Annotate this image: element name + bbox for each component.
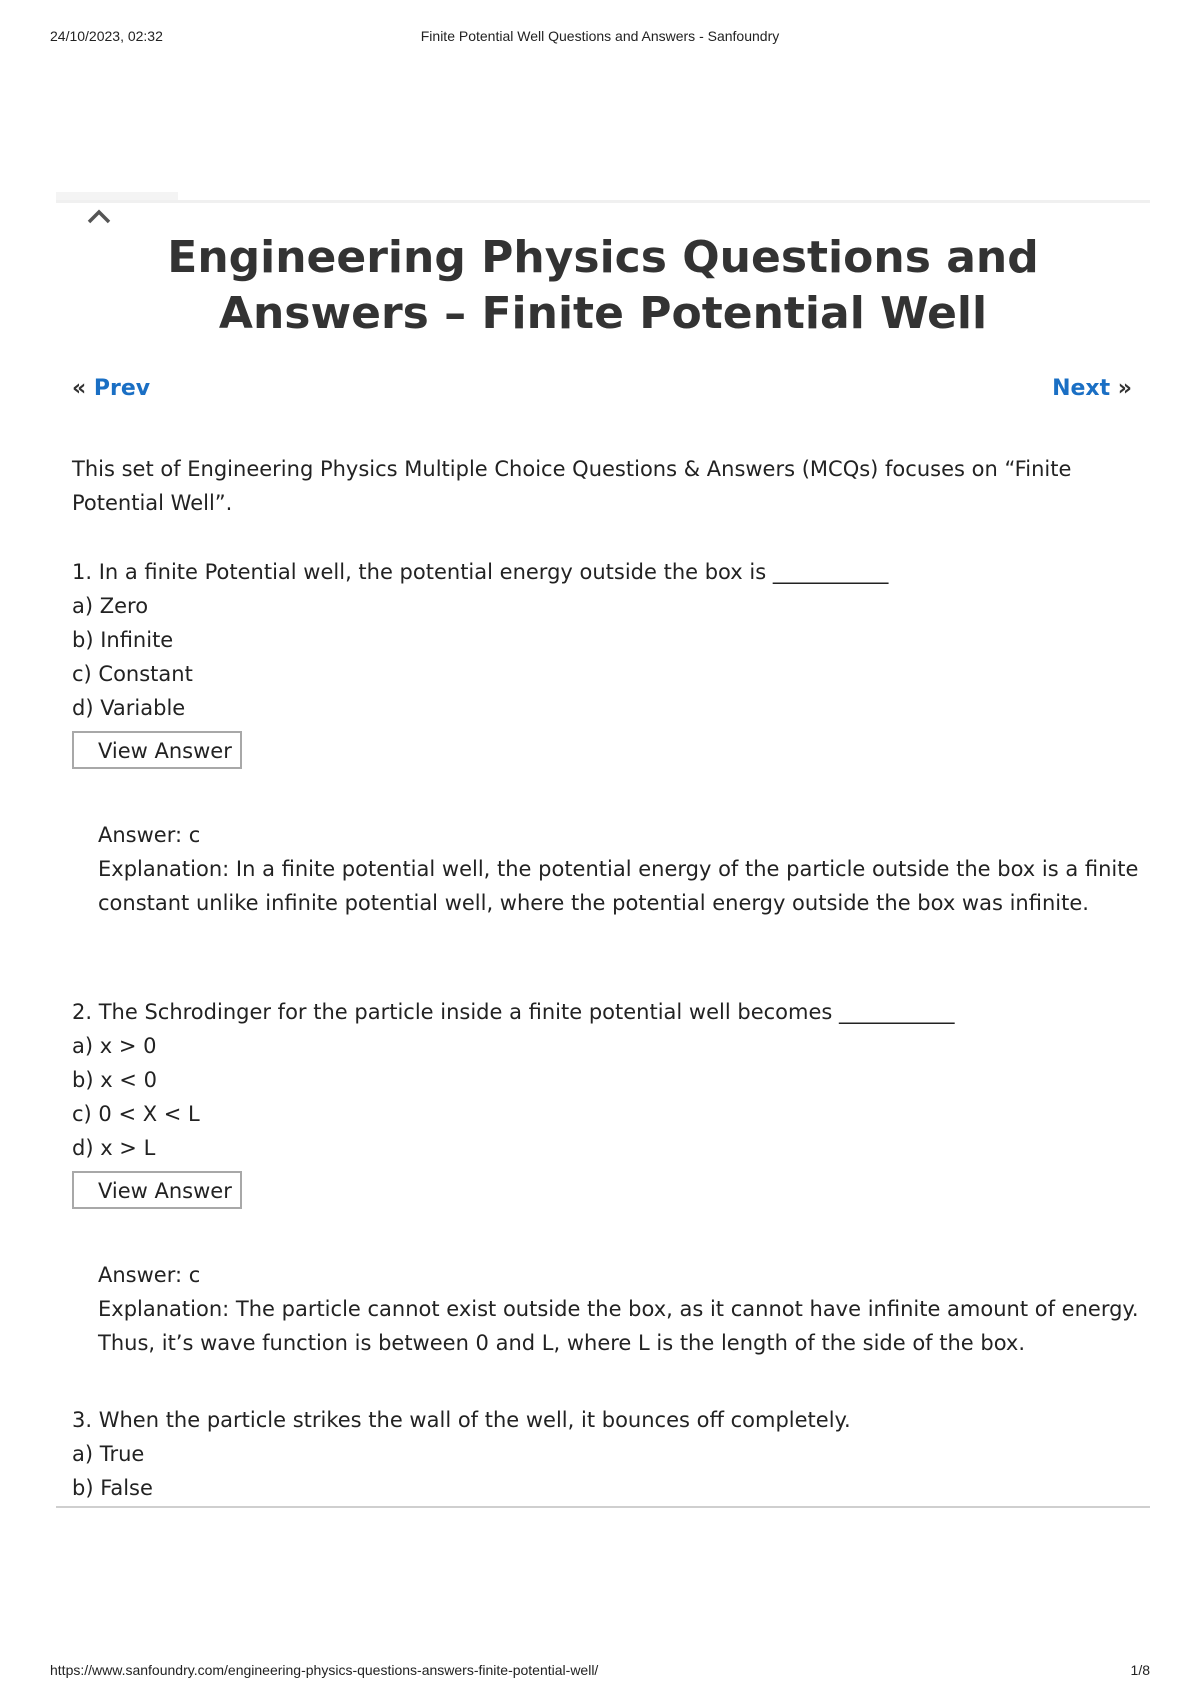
option-b: b) x < 0 (72, 1068, 157, 1092)
answer-text: Answer: c (98, 1263, 201, 1287)
scroll-to-top-button[interactable] (84, 204, 114, 228)
question-text: 2. The Schrodinger for the particle inside a finite potential well becomes ___________ (72, 1000, 955, 1024)
page-number: 1/8 (1130, 1662, 1150, 1678)
view-answer-button[interactable]: View Answer (72, 731, 242, 769)
print-url: https://www.sanfoundry.com/engineering-physics-questions-answers-finite-potential-well/ (50, 1662, 599, 1678)
answer-2 (72, 1258, 1168, 1360)
prev-arrow: « (72, 376, 87, 401)
answer-1 (72, 818, 1168, 920)
view-answer-button[interactable]: View Answer (72, 1171, 242, 1209)
next-label: Next (1052, 376, 1111, 401)
page-title: Engineering Physics Questions and Answers – Finite Potential Well (167, 232, 1039, 339)
option-d: d) Variable (72, 696, 186, 720)
top-rule-tab (56, 192, 178, 200)
option-d: d) x > L (72, 1136, 156, 1160)
intro-text (72, 452, 1142, 520)
print-date: 24/10/2023, 02:32 (50, 28, 163, 44)
intro-paragraph: This set of Engineering Physics Multiple Choice Questions & Answers (MCQs) focuses on “Finite Potential Well”. (72, 457, 1072, 515)
question-3 (72, 1403, 1142, 1505)
option-a: a) x > 0 (72, 1034, 157, 1058)
option-a: a) True (72, 1442, 145, 1466)
print-page-title: Finite Potential Well Questions and Answers - Sanfoundry (420, 28, 780, 44)
option-b: b) False (72, 1476, 153, 1500)
answer-text: Answer: c (98, 823, 201, 847)
option-a: a) Zero (72, 594, 149, 618)
option-c: c) Constant (72, 662, 193, 686)
print-header (50, 28, 1150, 48)
explanation-text: Explanation: In a finite potential well, the potential energy of the particle outside the box is a finite constant unlike infinite potential well, where the potential energy outside the box was infinite. (98, 857, 1139, 915)
question-1 (72, 555, 1142, 769)
option-b: b) Infinite (72, 628, 174, 652)
prev-link[interactable] (72, 374, 150, 404)
question-2 (72, 995, 1142, 1209)
next-arrow: » (1117, 376, 1132, 401)
question-text: 1. In a finite Potential well, the potential energy outside the box is ___________ (72, 560, 889, 584)
option-c: c) 0 < X < L (72, 1102, 200, 1126)
question-text: 3. When the particle strikes the wall of the well, it bounces off completely. (72, 1408, 851, 1432)
chevron-up-icon (86, 208, 112, 224)
next-link[interactable] (1052, 374, 1132, 404)
prev-label: Prev (93, 376, 151, 401)
print-footer (50, 1662, 1150, 1682)
explanation-text: Explanation: The particle cannot exist outside the box, as it cannot have infinite amount of energy. Thus, it’s wave function is between 0 and L, where L is the length of the side of the box. (98, 1297, 1139, 1355)
